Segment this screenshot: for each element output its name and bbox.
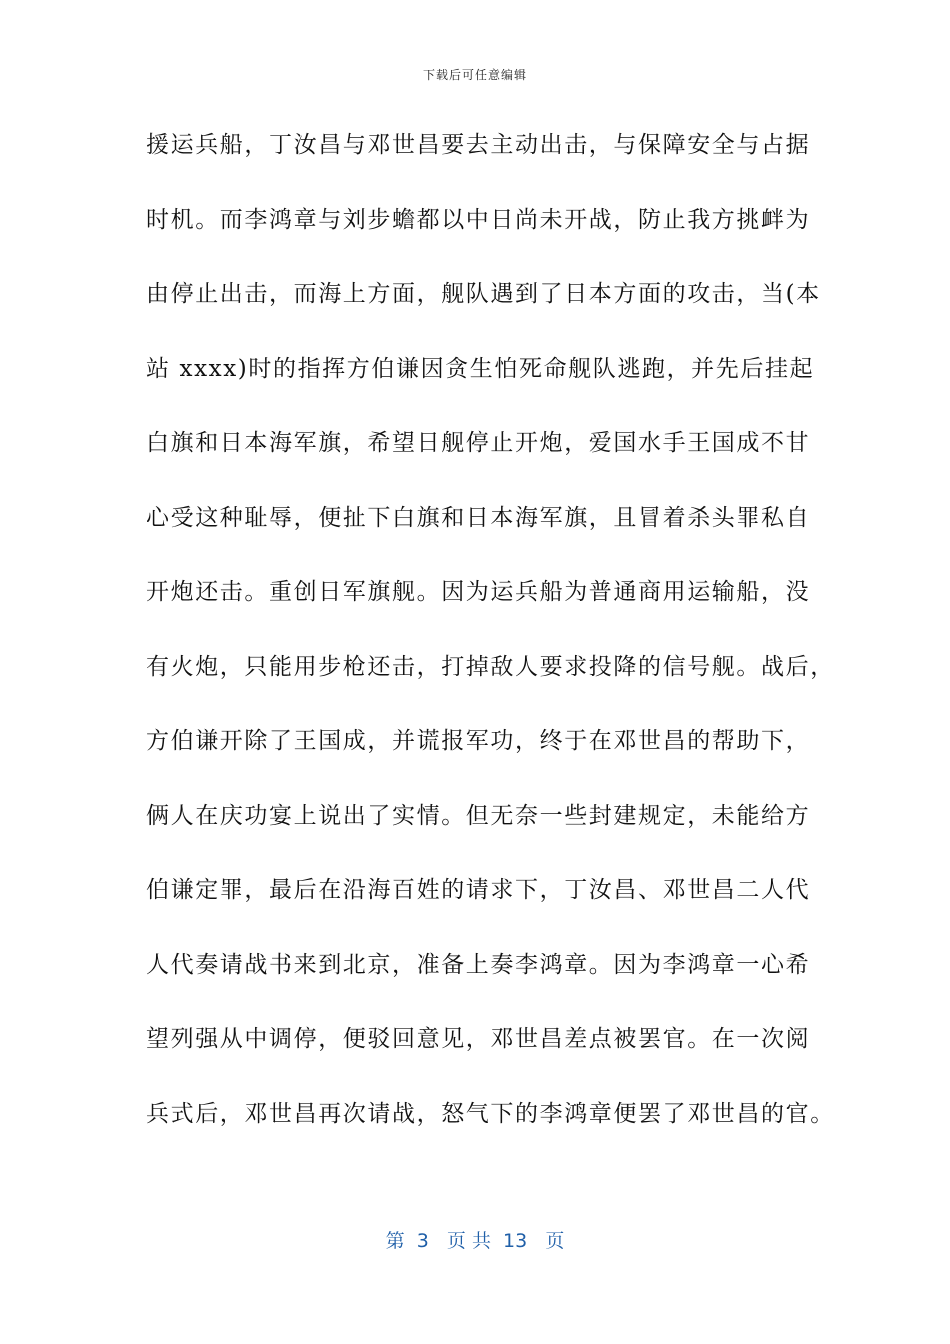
body-line-2: 时机。而李鸿章与刘步蟾都以中日尚未开战，防止我方挑衅为 [146,206,811,233]
body-line-5: 白旗和日本海军旗，希望日舰停止开炮，爱国水手王国成不甘 [146,430,811,456]
body-line-4: 站 xxxx)时的指挥方伯谦因贪生怕死命舰队逃跑，并先后挂起 [146,355,815,382]
body-line-8: 有火炮，只能用步枪还击，打掉敌人要求投降的信号舰。战后， [146,653,835,680]
body-line-13: 望列强从中调停，便驳回意见，邓世昌差点被罢官。在一次阅 [146,1026,811,1052]
body-line-6: 心受这种耻辱，便扯下白旗和日本海军旗，且冒着杀头罪私自 [146,504,811,531]
body-line-11: 伯谦定罪，最后在沿海百姓的请求下，丁汝昌、邓世昌二人代 [146,877,811,903]
body-line-10: 俩人在庆功宴上说出了实情。但无奈一些封建规定，未能给方 [146,802,811,829]
body-line-1: 援运兵船，丁汝昌与邓世昌要去主动出击，与保障安全与占据 [146,132,811,158]
body-line-12: 人代奏请战书来到北京，准备上奏李鸿章。因为李鸿章一心希 [146,951,811,978]
body-line-3: 由停止出击，而海上方面，舰队遇到了日本方面的攻击，当(本 [146,281,821,307]
body-text [146,122,835,1165]
body-line-9: 方伯谦开除了王国成，并谎报军功，终于在邓世昌的帮助下， [146,728,811,754]
page-number-footer: 第 3 页 共 13 页 [385,1230,565,1252]
body-line-7: 开炮还击。重创日军旗舰。因为运兵船为普通商用运输船，没 [146,579,811,605]
header-note: 下载后可任意编辑 [422,68,527,82]
body-line-14: 兵式后，邓世昌再次请战，怒气下的李鸿章便罢了邓世昌的官。 [146,1100,835,1127]
